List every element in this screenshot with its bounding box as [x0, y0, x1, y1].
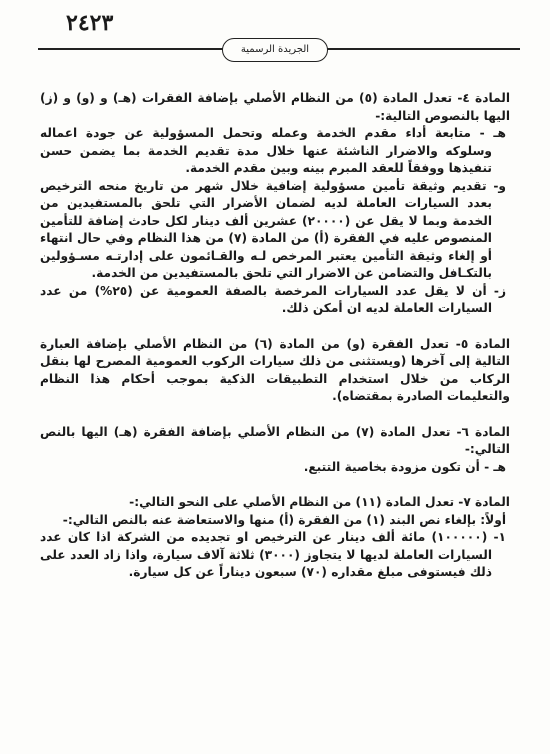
- article-item: هـ - أن تكون مزودة بخاصية التتبع.: [303, 459, 506, 474]
- article-item: ١- (١٠٠٠٠٠) مائة ألف دينار عن الترخيص او تجديده من الشركة اذا كان عدد السيارات العاملة لديها لا يتجاوز (٣٠٠٠) ثلاثة آلاف سيارة، واذا زاد العدد على ذلك فيستوفى مبلغ مقداره (٧٠) سبعون ديناراً عن كل سيارة.: [40, 530, 506, 579]
- article-intro: تعدل المادة (٧) من النظام الأصلي بإضافة الفقرة (هـ) اليها بالنص التالي:-: [40, 424, 510, 456]
- article-item: و- تقديم وثيقة تأمين مسؤولية إضافية خلال شهر من تاريخ منحه الترخيص بعدد السيارات العاملة لديه لضمان الأضرار التي تلحق بالمستفيدين من الخدمة وبما لا يقل عن (٢٠٠٠٠) عشرين ألف دينار لكل حادث إضافة للتأمين المنصوص عليه في الفقرة (أ) من المادة (٧) من هذا النظام وفي حال انتهاء أو إلغاء وثيقة التأمين يعتبر المرخص لـه والقـائمون على إدارتـه مسـؤولين بالتكـافل والتضامن عن الاضرار التي تلحق بالمستفيدين من الخدمة.: [40, 178, 506, 280]
- spacer: [40, 406, 510, 424]
- article-heading: [40, 424, 510, 459]
- article-heading: [40, 494, 510, 512]
- article-5: [40, 336, 510, 406]
- gazette-title-badge: الجريدة الرسمية: [222, 38, 328, 62]
- article-item: ز- أن لا يقل عدد السيارات المرخصة بالصفة العمومية عن (٢٥%) من عدد السيارات العاملة لديه ان أمكن ذلك.: [40, 283, 506, 315]
- article-label: المادة ٧-: [458, 495, 510, 509]
- page-number: ٢٤٢٣: [66, 10, 114, 36]
- article-label: المادة ٥-: [455, 336, 510, 351]
- article-intro: تعدل الفقرة (و) من المادة (٦) من النظام الأصلي بإضافة العبارة التالية إلى آخرها (ويستثنى من ذلك سيارات الركوب العمومية المصرح لها بنقل الركاب من خلال استخدام التطبيقات الذكية بموجب أحكام هذا النظام والتعليمات الصادرة بمقتضاه).: [40, 336, 510, 403]
- article-7: [40, 494, 510, 582]
- article-intro: تعدل المادة (٥) من النظام الأصلي بإضافة الفقرات (هـ) و (و) و (ز) اليها بالنصوص التالية:-: [40, 91, 510, 123]
- article-item: هـ - متابعة أداء مقدم الخدمة وعمله وتحمل المسؤولية عن جودة اعماله وسلوكه والاضرار الناشئة عنها خلال مدة تقديم الخدمة بما يضمن حسن تنفيذها ووفقاً للعقد المبرم بينه وبين مقدم الخدمة.: [40, 126, 506, 175]
- spacer: [40, 318, 510, 336]
- article-heading: [40, 336, 510, 406]
- article-label: المادة ٦-: [456, 424, 510, 439]
- article-item: أولاً: بإلغاء نص البند (١) من الفقرة (أ) منها والاستعاضة عنه بالنص التالي:-: [62, 512, 506, 527]
- document-body: [40, 90, 510, 582]
- article-heading: [40, 90, 510, 125]
- spacer: [40, 476, 510, 494]
- article-4: [40, 90, 510, 318]
- article-label: المادة ٤-: [457, 91, 511, 105]
- article-6: [40, 424, 510, 477]
- article-intro: تعدل المادة (١١) من النظام الأصلي على النحو التالي:-: [129, 495, 455, 509]
